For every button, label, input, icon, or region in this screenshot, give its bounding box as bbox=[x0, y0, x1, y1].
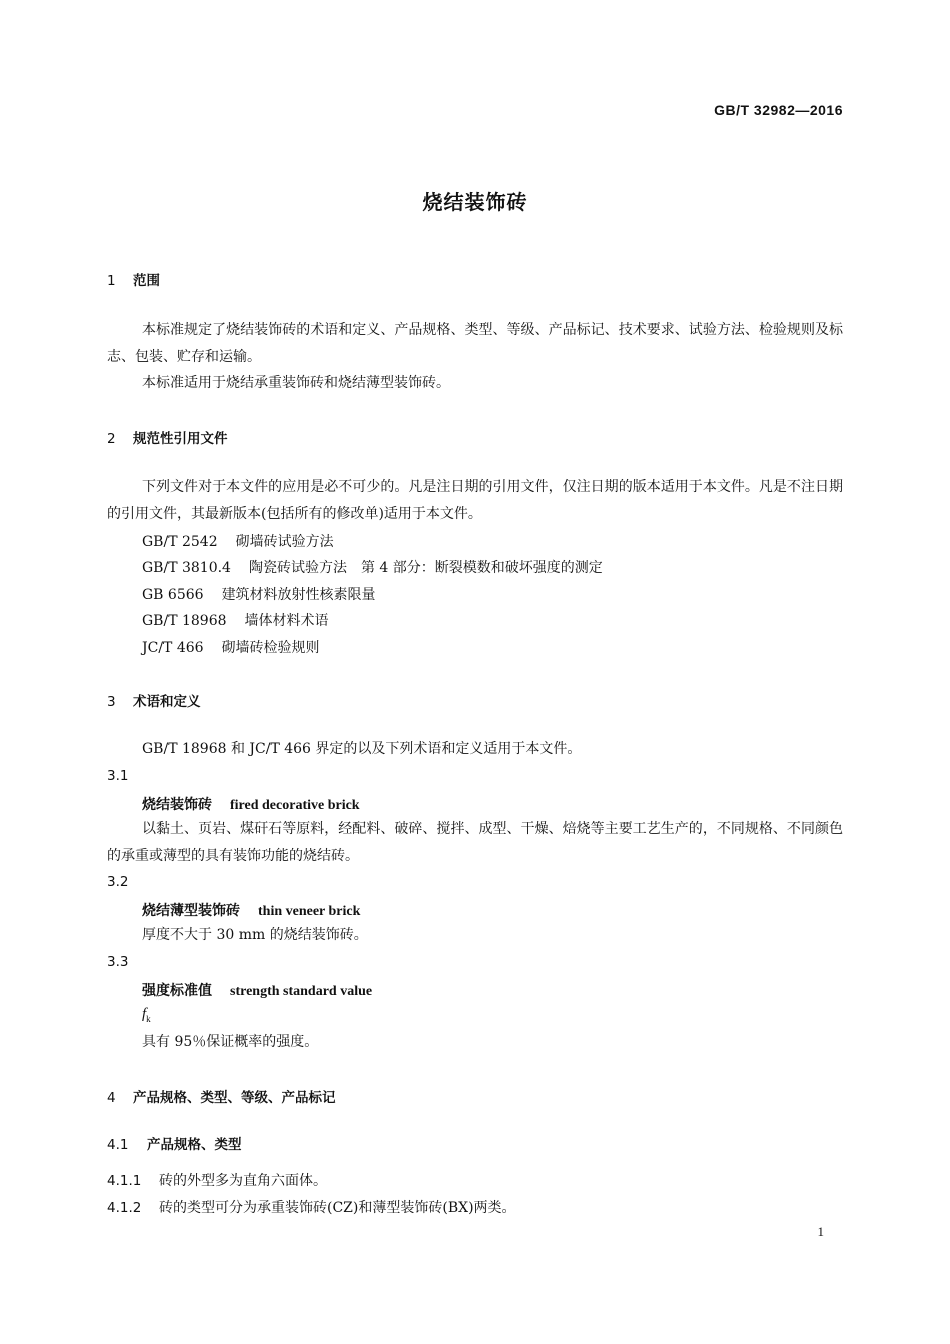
section-title: 产品规格、类型、等级、产品标记 bbox=[133, 1090, 336, 1106]
term-number: 3.3 bbox=[107, 954, 129, 970]
reference-title: 建筑材料放射性核素限量 bbox=[221, 587, 376, 603]
section-title: 术语和定义 bbox=[133, 694, 201, 710]
section-heading-terms-definitions bbox=[107, 690, 201, 710]
clause-text: 砖的外型多为直角六面体。 bbox=[159, 1173, 327, 1189]
term-number: 3.1 bbox=[107, 768, 129, 784]
section-title: 规范性引用文件 bbox=[133, 431, 228, 447]
subsection-heading bbox=[107, 1133, 242, 1153]
reference-item bbox=[142, 637, 320, 657]
subsection-title: 产品规格、类型 bbox=[147, 1137, 242, 1153]
term-definition: 以黏土、页岩、煤矸石等原料，经配料、破碎、搅拌、成型、干燥、焙烧等主要工艺生产的，不同规格、不同颜色的承重或薄型的具有装饰功能的烧结砖。 bbox=[107, 821, 843, 864]
term-entry bbox=[142, 794, 360, 814]
term-english: strength standard value bbox=[230, 984, 373, 999]
reference-code: GB/T 3810.4 bbox=[142, 560, 231, 576]
term-chinese: 烧结装饰砖 bbox=[142, 797, 212, 813]
term-definition: 厚度不大于 30 mm 的烧结装饰砖。 bbox=[142, 927, 368, 943]
subsection-number: 4.1 bbox=[107, 1137, 129, 1153]
term-chinese: 强度标准值 bbox=[142, 983, 212, 999]
reference-code: GB/T 2542 bbox=[142, 534, 218, 550]
term-chinese: 烧结薄型装饰砖 bbox=[142, 903, 240, 919]
term-number: 3.2 bbox=[107, 874, 129, 890]
term-entry bbox=[142, 980, 372, 1000]
clause bbox=[107, 1170, 327, 1190]
term-english: thin veneer brick bbox=[258, 904, 361, 919]
paragraph: 本标准规定了烧结装饰砖的术语和定义、产品规格、类型、等级、产品标记、技术要求、试验方法、检验规则及标志、包装、贮存和运输。 bbox=[107, 322, 843, 365]
reference-code: GB 6566 bbox=[142, 587, 204, 603]
symbol-main: f bbox=[142, 1006, 147, 1022]
clause-number: 4.1.2 bbox=[107, 1200, 142, 1216]
section-heading-product-spec bbox=[107, 1086, 336, 1106]
reference-item bbox=[142, 584, 376, 604]
clause-number: 4.1.1 bbox=[107, 1173, 142, 1189]
section-heading-normative-references bbox=[107, 427, 228, 447]
document-title: 烧结装饰砖 bbox=[422, 190, 528, 214]
section-number: 2 bbox=[107, 431, 116, 447]
section-number: 3 bbox=[107, 694, 116, 710]
reference-title: 砌墙砖检验规则 bbox=[221, 640, 320, 656]
reference-title: 砌墙砖试验方法 bbox=[235, 534, 334, 550]
section-heading-scope bbox=[107, 269, 160, 289]
section-title: 范围 bbox=[133, 273, 160, 289]
reference-code: GB/T 18968 bbox=[142, 613, 227, 629]
symbol-subscript: k bbox=[146, 1014, 151, 1024]
reference-title: 墙体材料术语 bbox=[244, 613, 329, 629]
clause bbox=[107, 1197, 516, 1217]
clause-text: 砖的类型可分为承重装饰砖(CZ)和薄型装饰砖(BX)两类。 bbox=[159, 1200, 516, 1216]
reference-item bbox=[142, 557, 603, 577]
term-symbol bbox=[142, 1006, 151, 1024]
paragraph: GB/T 18968 和 JC/T 466 界定的以及下列术语和定义适用于本文件。 bbox=[142, 741, 582, 757]
reference-code: JC/T 466 bbox=[142, 640, 204, 656]
term-english: fired decorative brick bbox=[230, 798, 360, 813]
reference-item bbox=[142, 531, 334, 551]
reference-title: 陶瓷砖试验方法 第 4 部分：断裂模数和破坏强度的测定 bbox=[248, 560, 603, 576]
page-number: 1 bbox=[817, 1224, 824, 1239]
paragraph: 本标准适用于烧结承重装饰砖和烧结薄型装饰砖。 bbox=[142, 375, 450, 391]
standard-code: GB/T 32982—2016 bbox=[714, 102, 843, 118]
section-number: 4 bbox=[107, 1090, 116, 1106]
paragraph: 下列文件对于本文件的应用是必不可少的。凡是注日期的引用文件，仅注日期的版本适用于本文件。凡是不注日期的引用文件，其最新版本(包括所有的修改单)适用于本文件。 bbox=[107, 479, 843, 522]
term-definition: 具有 95％保证概率的强度。 bbox=[142, 1034, 319, 1050]
reference-item bbox=[142, 610, 329, 630]
section-number: 1 bbox=[107, 273, 116, 289]
term-entry bbox=[142, 900, 360, 920]
